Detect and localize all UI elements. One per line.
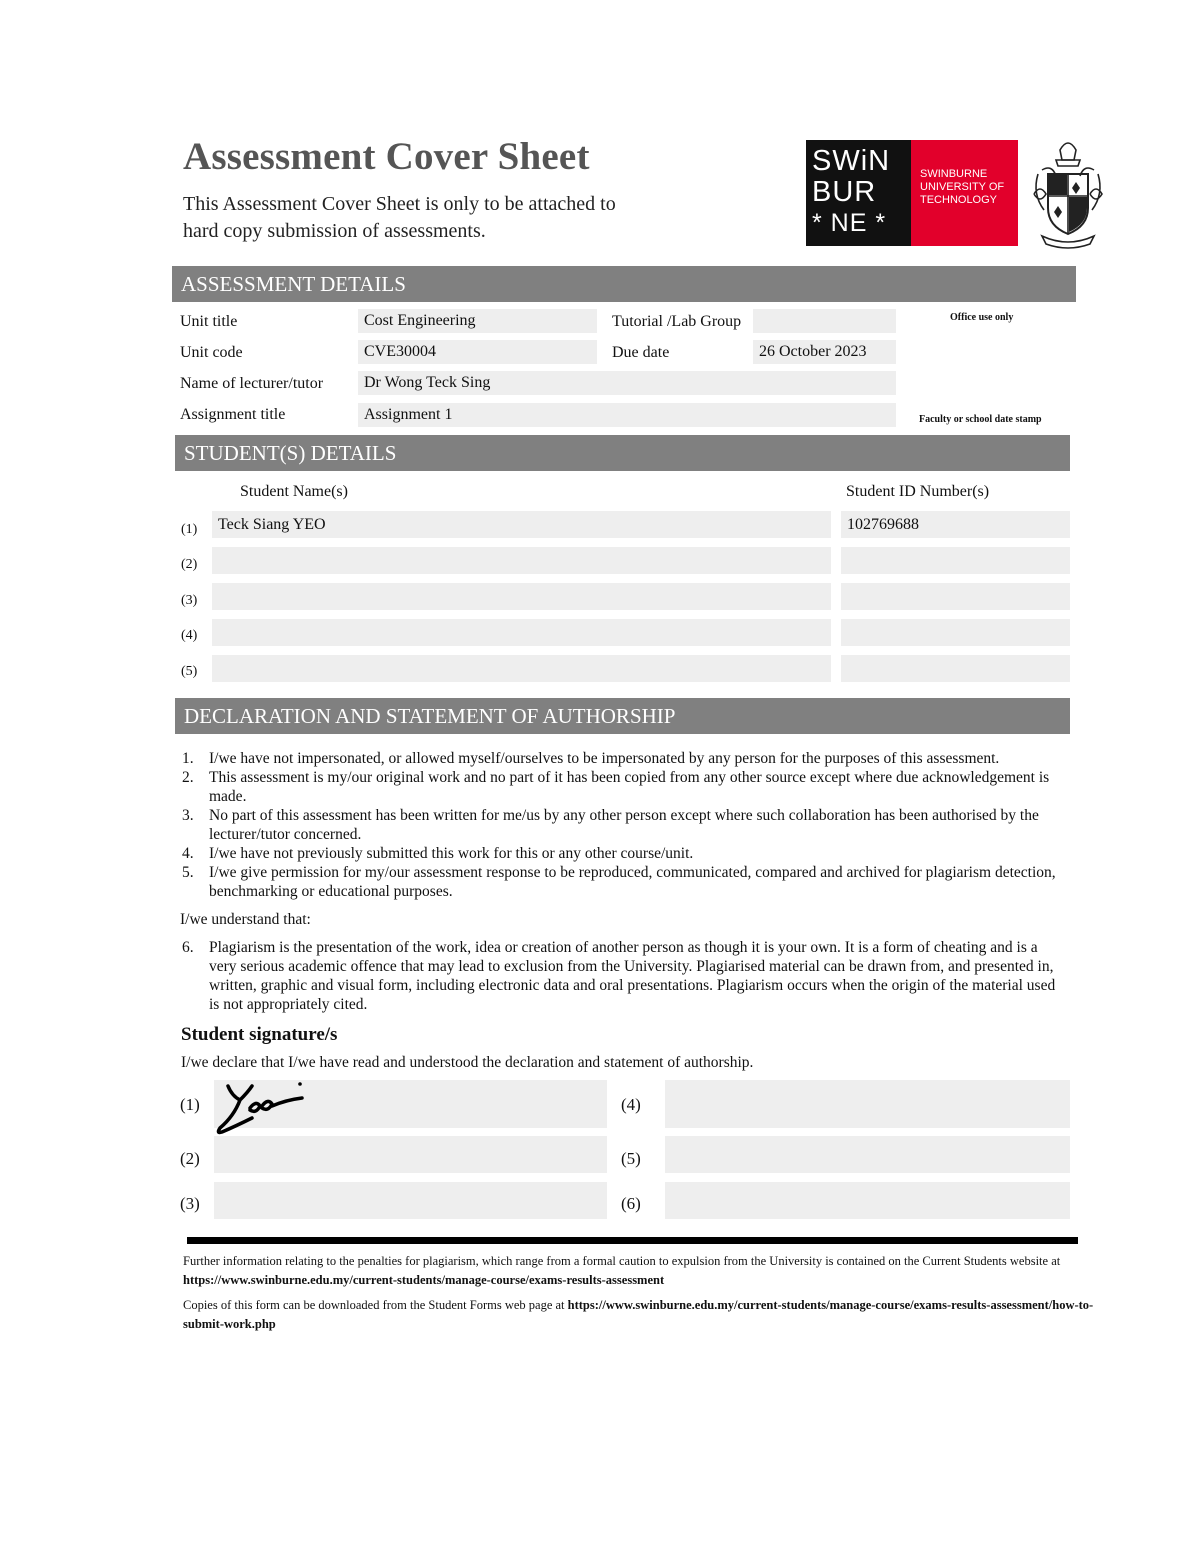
signature-field[interactable] [665,1182,1070,1219]
page-subtitle [183,191,703,245]
declaration-item: 3. No part of this assessment has been written for me/us by any other person except where such collaboration has been authorised by the lecturer/tutor concerned. [182,807,1039,843]
student-row-number: (5) [181,664,198,679]
student-name-field[interactable]: Teck Siang YEO [212,511,831,538]
page-title: Assessment Cover Sheet [183,135,590,178]
student-row-number: (2) [181,557,198,572]
date-stamp-label: Faculty or school date stamp [919,414,1042,425]
footer-divider [187,1237,1078,1244]
student-id-field[interactable] [841,619,1070,646]
unit-code-label: Unit code [180,344,243,361]
lecturer-label: Name of lecturer/tutor [180,375,324,392]
student-row-number: (3) [181,593,198,608]
signature-field[interactable] [665,1136,1070,1173]
signature-field[interactable] [214,1080,607,1128]
student-row-number: (4) [181,628,198,643]
tutorial-group-field[interactable] [753,309,896,333]
subtitle-line-2: hard copy submission of assessments. [183,220,486,242]
student-name-header: Student Name(s) [240,483,348,500]
footer-paragraph-1: Further information relating to the penalties for plagiarism, which range from a formal caution to expulsion from the University is contained on the Current Students website at https://www.swinburne.edu.my/current-students/manage-course/exams-results-assessment [183,1254,1061,1287]
footer-link-1[interactable]: https://www.swinburne.edu.my/current-students/manage-course/exams-results-assessment [183,1273,665,1287]
understand-text: I/we understand that: [180,911,311,928]
lecturer-field[interactable]: Dr Wong Teck Sing [358,371,896,395]
signature-label: (3) [180,1194,200,1213]
signature-label: (2) [180,1149,200,1168]
unit-code-field[interactable]: CVE30004 [358,340,597,364]
signature-field[interactable] [214,1136,607,1173]
student-name-field[interactable] [212,583,831,610]
declaration-item: 5. I/we give permission for my/our assessment response to be reproduced, communicated, compared and archived for plagiarism detection, benchmarking or educational purposes. [182,864,1056,900]
signature-label: (5) [621,1149,641,1168]
declaration-item: 6. Plagiarism is the presentation of the work, idea or creation of another person as though it is your own. It is a form of cheating and is a very serious academic offence that may lead to exclusion from the University. Plagiarised material can be drawn from, and presented in, written, graphic and visual form, including electronic data and oral presentations. Plagiarism occurs when the origin of the material used is not appropriately cited. [182,939,1056,1013]
declaration-list [180,749,1060,1014]
declaration-heading: DECLARATION AND STATEMENT OF AUTHORSHIP [175,698,1070,734]
subtitle-line-1: This Assessment Cover Sheet is only to be attached to [183,193,616,215]
signature-heading: Student signature/s [181,1024,338,1045]
signature-label: (4) [621,1095,641,1114]
student-details-heading: STUDENT(S) DETAILS [175,435,1070,471]
signature-statement: I/we declare that I/we have read and understood the declaration and statement of authorship. [181,1054,754,1071]
student-id-field[interactable] [841,583,1070,610]
university-crest-icon [1030,134,1106,252]
footer-paragraph-2: Copies of this form can be downloaded from the Student Forms web page at https://www.swinburne.edu.my/current-students/manage-course/exams-results-assessment/how-to-submit-work.php [183,1298,1094,1331]
logo-wordmark: SWiN BUR * NE * [812,145,891,237]
student-id-field[interactable] [841,655,1070,682]
student-name-field[interactable] [212,619,831,646]
assignment-title-field[interactable]: Assignment 1 [358,403,896,427]
declaration-item: 2. This assessment is my/our original work and no part of it has been copied from any other source except where due acknowledgement is made. [182,769,1050,805]
office-use-label: Office use only [950,312,1014,323]
declaration-item: 4. I/we have not previously submitted this work for this or any other course/unit. [182,845,694,862]
student-row-number: (1) [181,522,198,537]
tutorial-group-label: Tutorial /Lab Group [612,313,742,330]
unit-title-field[interactable]: Cost Engineering [358,309,597,333]
declaration-item: 1. I/we have not impersonated, or allowed myself/ourselves to be impersonated by any person for the purposes of this assessment. [182,750,1000,767]
logo-subtext: SWINBURNE UNIVERSITY OF TECHNOLOGY [920,168,1005,206]
due-date-label: Due date [612,344,670,361]
assessment-details-heading: ASSESSMENT DETAILS [172,266,1076,302]
signature-label: (1) [180,1095,200,1114]
student-id-header: Student ID Number(s) [846,483,990,500]
signature-field[interactable] [665,1080,1070,1128]
swinburne-logo [806,140,1018,246]
logo-red-panel [911,140,1018,246]
unit-title-label: Unit title [180,313,238,330]
signature-field[interactable] [214,1182,607,1219]
student-id-field[interactable] [841,547,1070,574]
due-date-field[interactable]: 26 October 2023 [753,340,896,364]
handwritten-signature [214,1078,314,1136]
assignment-title-label: Assignment title [180,406,286,423]
footer-link-2[interactable]: https://www.swinburne.edu.my/current-students/manage-course/exams-results-assessment/how-to-submit-work.php [183,1298,1094,1331]
signature-label: (6) [621,1194,641,1213]
student-name-field[interactable] [212,547,831,574]
student-name-field[interactable] [212,655,831,682]
student-id-field[interactable]: 102769688 [841,511,1070,538]
